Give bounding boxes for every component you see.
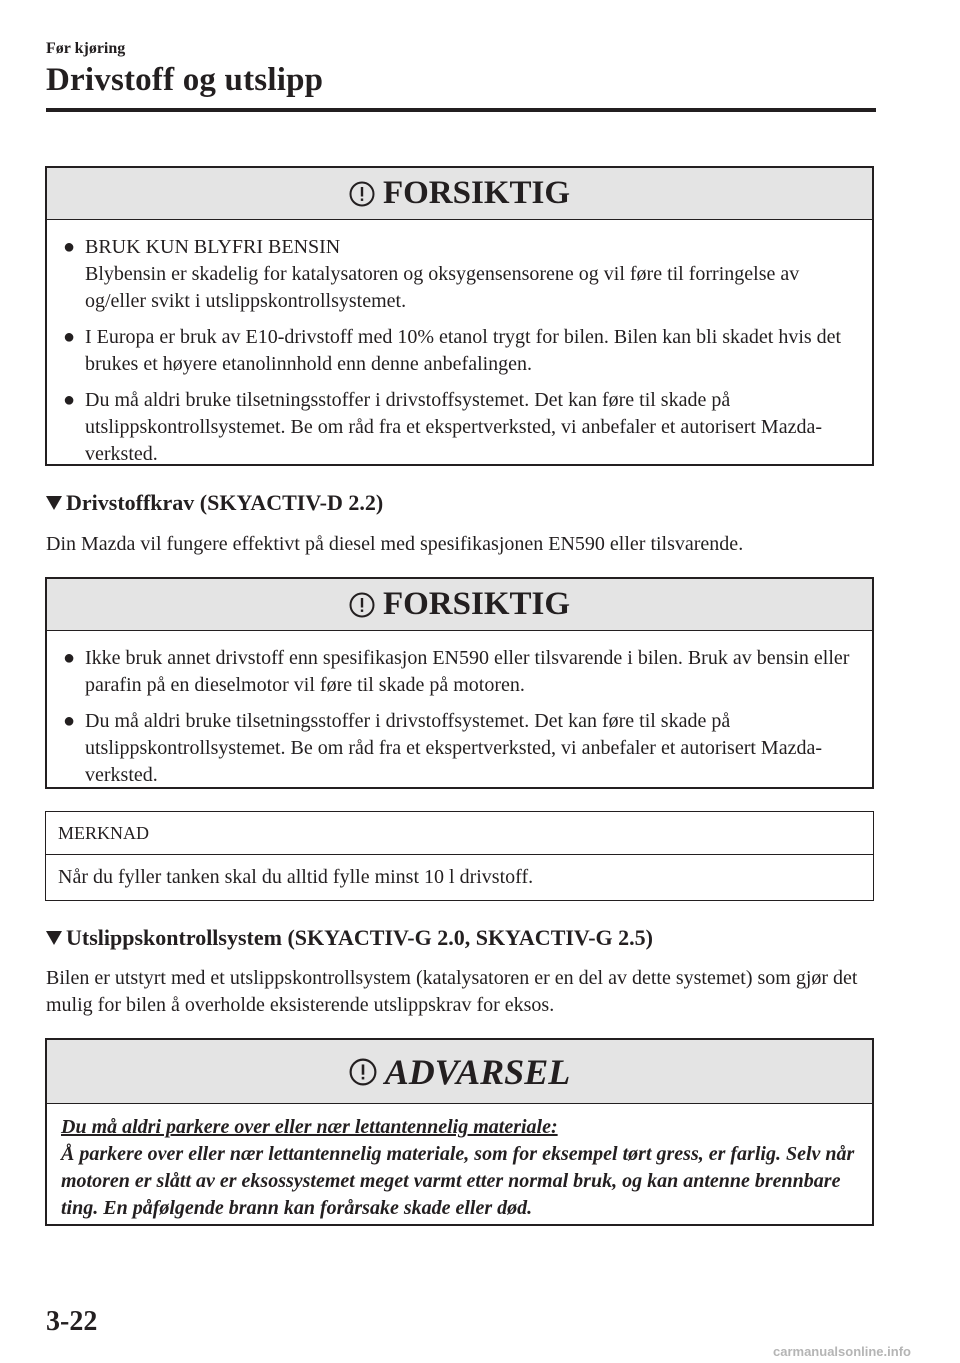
triangle-down-icon bbox=[46, 931, 62, 945]
watermark: carmanualsonline.info bbox=[773, 1344, 911, 1359]
section-heading-emission: Utslippskontrollsystem (SKYACTIV-G 2.0, SKYACTIV-G 2.5) bbox=[46, 925, 653, 951]
caution-heading: FORSIKTIG bbox=[382, 586, 571, 622]
warning-heading: ADVARSEL bbox=[384, 1051, 571, 1092]
warning-body bbox=[47, 1104, 872, 1232]
caution-box-2 bbox=[45, 577, 874, 789]
fuel-requirement-text: Din Mazda vil fungere effektivt på diesel med spesifikasjonen EN590 eller tilsvarende. bbox=[46, 533, 744, 555]
bullet-icon: ● bbox=[63, 389, 76, 411]
caution-box-1-header bbox=[47, 168, 872, 220]
note-heading: MERKNAD bbox=[46, 812, 873, 855]
warning-icon bbox=[349, 1058, 377, 1086]
triangle-down-icon bbox=[46, 496, 62, 510]
bullet-icon: ● bbox=[63, 326, 76, 348]
caution-box-1 bbox=[45, 166, 874, 466]
emission-text: Bilen er utstyrt med et utslippskontrollsystem (katalysatoren er en del av dette systemet) som gjør det mulig for bilen å overholde eksisterende utslippskrav for eksos. bbox=[46, 967, 858, 1016]
list-item: ● BRUK KUN BLYFRI BENSIN Blybensin er skadelig for katalysatoren og oksygensensorene og vil føre til forringelse av og/eller svikt i utslippskontrollsystemet. bbox=[63, 236, 800, 312]
bullet-icon: ● bbox=[63, 647, 76, 669]
list-item: ● Du må aldri bruke tilsetningsstoffer i drivstoffsystemet. Det kan føre til skade på utslippskontrollsystemet. Be om råd fra et ekspertverksted, vi anbefaler et autorisert Mazda-verksted. bbox=[63, 710, 822, 786]
section-label: Før kjøring bbox=[46, 40, 126, 57]
warning-title: Du må aldri parkere over eller nær lettantennelig materiale: bbox=[61, 1116, 558, 1138]
caution-icon bbox=[349, 181, 375, 207]
page-number: 3-22 bbox=[46, 1306, 98, 1337]
section-heading-fuel: Drivstoffkrav (SKYACTIV-D 2.2) bbox=[46, 490, 383, 516]
caution-icon bbox=[349, 592, 375, 618]
title-divider bbox=[46, 108, 876, 112]
warning-text: Å parkere over eller nær lettantennelig materiale, som for eksempel tørt gress, er farlig. Selv når motoren er slått av er eksossystemet meget varmt etter normal bruk, og kan antenne brennbare ting. En påfølgende brann kan forårsake skade eller død. bbox=[61, 1143, 855, 1219]
list-item: ● Du må aldri bruke tilsetningsstoffer i drivstoffsystemet. Det kan føre til skade på utslippskontrollsystemet. Be om råd fra et ekspertverksted, vi anbefaler et autorisert Mazda-verksted. bbox=[63, 389, 822, 465]
warning-box bbox=[45, 1038, 874, 1226]
warning-box-header bbox=[47, 1040, 872, 1104]
bullet-icon: ● bbox=[63, 710, 76, 732]
page-title: Drivstoff og utslipp bbox=[46, 62, 324, 98]
bullet-icon: ● bbox=[63, 236, 76, 258]
note-box bbox=[45, 811, 874, 901]
list-item: ● Ikke bruk annet drivstoff enn spesifikasjon EN590 eller tilsvarende i bilen. Bruk av bensin eller parafin på en dieselmotor vil føre til skade på motoren. bbox=[63, 647, 850, 696]
caution-heading: FORSIKTIG bbox=[382, 175, 571, 211]
note-text: Når du fyller tanken skal du alltid fylle minst 10 l drivstoff. bbox=[58, 866, 534, 888]
caution-box-2-header bbox=[47, 579, 872, 631]
list-item: ● I Europa er bruk av E10-drivstoff med 10% etanol trygt for bilen. Bilen kan bli skadet hvis det brukes et høyere etanolinnhold enn denne anbefalingen. bbox=[63, 326, 842, 375]
caution-list-2 bbox=[47, 631, 872, 789]
caution-list-1 bbox=[47, 220, 872, 468]
